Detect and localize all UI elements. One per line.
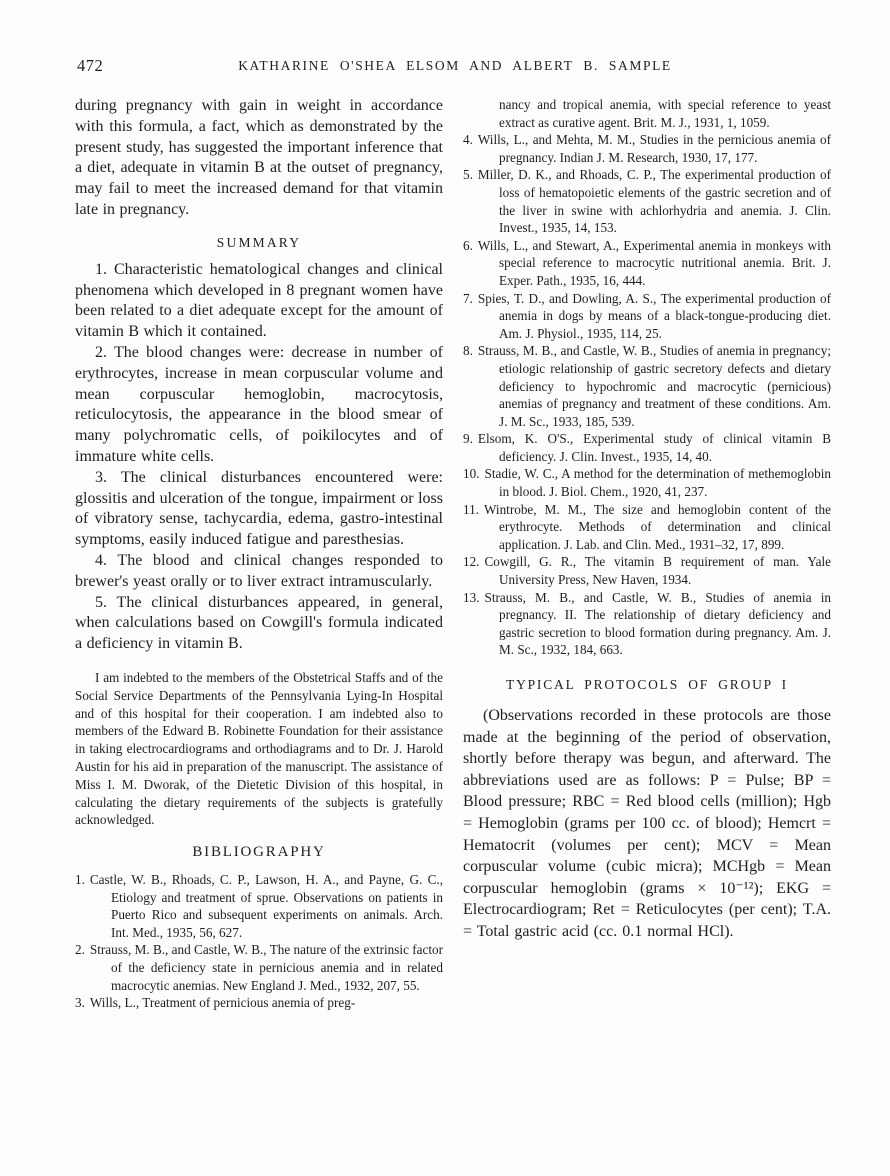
reference-number: 10.	[463, 466, 480, 482]
summary-item-1: 1. Characteristic hematological changes and clinical phenomena which developed in 8 pregnant women have been related to a diet adequate except for the amount of vitamin B which it contained.	[75, 260, 443, 341]
summary-heading: SUMMARY	[216, 234, 302, 250]
reference-text: Stadie, W. C., A method for the determination of methemoglobin in blood. J. Biol. Chem., 1920, 41, 237.	[484, 466, 831, 500]
reference-number: 5.	[463, 167, 473, 183]
reference-text: Wills, L., and Stewart, A., Experimental anemia in monkeys with special reference to macrocytic nutritional anemia. Brit. J. Exper. Path., 1935, 16, 444.	[477, 237, 831, 288]
page-number: 472	[77, 56, 104, 75]
summary-item-2: 2. The blood changes were: decrease in number of erythrocytes, increase in mean corpuscular volume and mean corpuscular hemoglobin, macrocytosis, reticulocytosis, the appearance in the blood smear of many polychromatic cells, of poikilocytes and of immature white cells.	[75, 343, 443, 465]
reference-number: 7.	[463, 290, 473, 306]
reference-7	[463, 290, 831, 343]
reference-number: 6.	[463, 237, 473, 253]
reference-number: 1.	[75, 872, 85, 888]
protocols-paragraph: (Observations recorded in these protocols are those made at the beginning of the period of observation, shortly before therapy was begun, and afterward. The abbreviations used are as follows: P = Pulse; BP = Blood pressure; RBC = Red blood cells (million); Hgb = Hemoglobin (grams per 100 cc. of blood); Hemcrt = Hematocrit (volumes per cent); MCV = Mean corpuscular volume (cubic micra); MCHgb = Mean corpuscular hemoglobin (grams × 10⁻¹²); EKG = Electrocardiogram; Ret = Reticulocytes (per cent); T.A. = Total gastric acid (cc. 0.1 normal HCl).	[463, 707, 831, 940]
intro-paragraph: during pregnancy with gain in weight in accordance with this formula, a fact, which as demonstrated by the present study, has suggested the important inference that a diet, adequate in vitamin B at the outset of pregnancy, may fail to meet the increased demand for that vitamin late in pregnancy.	[75, 97, 443, 218]
reference-text: Castle, W. B., Rhoads, C. P., Lawson, H. A., and Payne, G. C., Etiology and treatment of sprue. Observations on patients in Puerto Rico and subsequent experiments on animals. Arch. Int. Med., 1935, 56, 627.	[89, 872, 443, 940]
right-column	[463, 96, 831, 1012]
reference-3-continuation: nancy and tropical anemia, with special reference to yeast extract as curative agent. Brit. M. J., 1931, 1, 1059.	[499, 97, 831, 130]
reference-text: Strauss, M. B., and Castle, W. B., The nature of the extrinsic factor of the deficiency state in pernicious anemia and in related macrocytic anemias. New England J. Med., 1932, 207, 55.	[89, 942, 443, 993]
acknowledgment-paragraph: I am indebted to the members of the Obstetrical Staffs and of the Social Service Departments of the Pennsylvania Lying-In Hospital and of this hospital for their cooperation. I am indebted also to members of the Edward B. Robinette Foundation for their assistance in taking electrocardiograms and orthodiagrams and to Dr. J. Harold Austin for his aid in preparation of the manuscript. The assistance of Miss I. M. Dworak, of the Dietetic Division of this hospital, in calculating the dietary requirements of the subjects is gratefully acknowledged.	[75, 669, 443, 828]
two-column-layout	[75, 96, 835, 1012]
left-column	[75, 96, 443, 1012]
reference-11	[463, 501, 831, 554]
reference-number: 3.	[75, 995, 85, 1011]
summary-item-5: 5. The clinical disturbances appeared, in general, when calculations based on Cowgill's formula indicated a deficiency in vitamin B.	[75, 593, 443, 653]
reference-6	[463, 237, 831, 290]
reference-13	[463, 589, 831, 659]
reference-number: 4.	[463, 132, 473, 148]
reference-number: 13.	[463, 589, 480, 605]
reference-text: Wintrobe, M. M., The size and hemoglobin content of the erythrocyte. Methods of determination and clinical application. J. Lab. and Clin. Med., 1931–32, 17, 899.	[484, 501, 831, 552]
reference-5	[463, 166, 831, 236]
reference-text: Spies, T. D., and Dowling, A. S., The experimental production of anemia in dogs by means of a black-tongue-producing diet. Am. J. Physiol., 1935, 114, 25.	[477, 290, 831, 341]
reference-4	[463, 131, 831, 166]
reference-10	[463, 465, 831, 500]
reference-text: Strauss, M. B., and Castle, W. B., Studies of anemia in pregnancy. II. The relationship of dietary deficiency and gastric secretion to blood formation during pregnancy. Am. J. M. Sc., 1932, 184, 663.	[484, 589, 831, 658]
summary-item-4: 4. The blood and clinical changes responded to brewer's yeast orally or to liver extract intramuscularly.	[75, 551, 443, 590]
reference-number: 11.	[463, 501, 479, 517]
bibliography-heading: BIBLIOGRAPHY	[192, 844, 326, 861]
summary-item-3: 3. The clinical disturbances encountered were: glossitis and ulceration of the tongue, impairment or loss of vibratory sense, tachycardia, edema, gastro-intestinal symptoms, easily induced fatigue and paresthesias.	[75, 468, 443, 549]
reference-3	[75, 994, 443, 1012]
reference-1	[75, 871, 443, 941]
reference-number: 9.	[463, 431, 473, 447]
reference-text: Wills, L., Treatment of pernicious anemia of preg-	[89, 995, 356, 1011]
reference-number: 8.	[463, 343, 473, 359]
reference-text: Miller, D. K., and Rhoads, C. P., The experimental production of loss of hematopoietic elements of the gastric secretion and of the liver in swine with achlorhydria and anemia. J. Clin. Invest., 1935, 14, 153.	[477, 167, 831, 236]
reference-9	[463, 430, 831, 465]
reference-number: 12.	[463, 554, 480, 570]
reference-12	[463, 553, 831, 588]
running-head-authors: KATHARINE O'SHEA ELSOM AND ALBERT B. SAMPLE	[238, 58, 672, 73]
reference-text: Cowgill, G. R., The vitamin B requirement of man. Yale University Press, New Haven, 1934.	[484, 554, 831, 588]
running-header	[75, 56, 835, 80]
reference-number: 2.	[75, 942, 85, 958]
reference-text: Elsom, K. O'S., Experimental study of clinical vitamin B deficiency. J. Clin. Invest., 1935, 14, 40.	[477, 431, 831, 464]
reference-2	[75, 941, 443, 994]
reference-8	[463, 342, 831, 430]
reference-text: Strauss, M. B., and Castle, W. B., Studies of anemia in pregnancy; etiologic relationship of gastric secretory defects and dietary deficiency to hypochromic and macrocytic (pernicious) anemias of pregnancy and treatment of these conditions. Am. J. M. Sc., 1933, 185, 539.	[477, 343, 831, 429]
protocols-heading: TYPICAL PROTOCOLS OF GROUP I	[506, 677, 788, 692]
reference-text: Wills, L., and Mehta, M. M., Studies in the pernicious anemia of pregnancy. Indian J. M. Research, 1930, 17, 177.	[477, 132, 831, 165]
